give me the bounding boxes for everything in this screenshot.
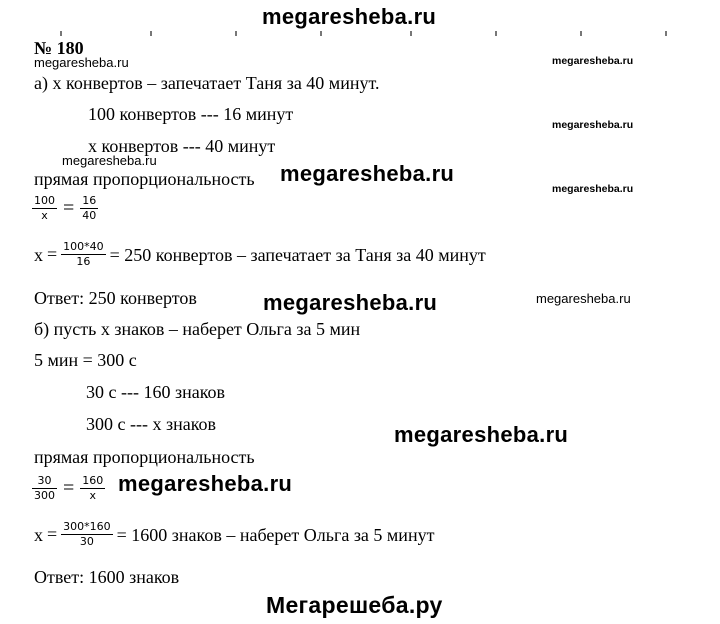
part-a-answer: Ответ: 250 конвертов [34,288,197,308]
part-a-relation: прямая пропорциональность [34,169,255,189]
part-a-row2: х конвертов --- 40 минут [88,136,276,156]
watermark-tiny-2: megaresheba.ru [552,119,634,131]
part-a-proportion: $\frac{100}{x}$ = $\frac{16}{40}$ [34,194,97,222]
problem-number: № 180 [34,38,84,58]
part-a-row1: 100 конвертов --- 16 минут [88,104,294,124]
part-a-solution: x = $\frac{100*40}{16}$ = 250 конвертов – запечатает за Таня за 40 минут [34,240,486,268]
part-b-proportion: $\frac{30}{300}$ = $\frac{160}{x}$ [34,474,104,502]
main-watermark-1: megaresheba.ru [280,161,455,186]
part-b-conversion: 5 мин = 300 с [34,350,137,370]
main-watermark-2: megaresheba.ru [263,290,438,315]
top-divider [40,31,670,37]
part-a-intro: а) х конвертов – запечатает Таня за 40 минут. [34,73,380,93]
watermark-tiny-3: megaresheba.ru [552,183,634,195]
main-watermark-4: megaresheba.ru [118,471,293,496]
part-b-row1: 30 с --- 160 знаков [86,382,226,402]
fraction-100x40-16: $\frac{100*40}{16}$ [63,240,104,268]
watermark-small-2: megaresheba.ru [62,153,157,168]
fraction-160-x: $\frac{160}{x}$ [82,474,104,502]
watermark-small-3: megaresheba.ru [536,291,631,306]
fraction-16-40: $\frac{16}{40}$ [82,194,97,222]
fraction-100-x: $\frac{100}{x}$ [34,194,55,222]
part-b-answer: Ответ: 1600 знаков [34,567,180,587]
main-watermark-3: megaresheba.ru [394,422,569,447]
watermark-small-1: megaresheba.ru [34,55,129,70]
fraction-30-300: $\frac{30}{300}$ [34,474,55,502]
part-b-relation: прямая пропорциональность [34,447,255,467]
footer-watermark: Мегарешеба.ру [266,592,443,618]
fraction-300x160-30: $\frac{300*160}{30}$ [63,520,111,548]
part-b-intro: б) пусть х знаков – наберет Ольга за 5 мин [34,319,361,339]
watermark-tiny-1: megaresheba.ru [552,55,634,67]
part-b-row2: 300 с --- х знаков [86,414,217,434]
part-b-solution: x = $\frac{300*160}{30}$ = 1600 знаков – наберет Ольга за 5 минут [34,520,435,548]
header-watermark: megaresheba.ru [262,4,437,29]
